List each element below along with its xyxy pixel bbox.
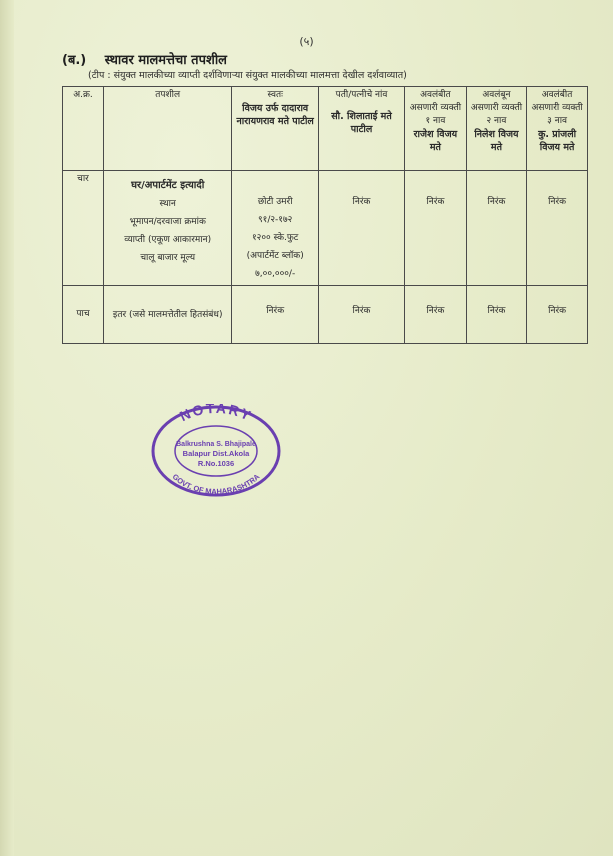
notary-stamp-seal bbox=[150, 404, 282, 498]
self-survey-no: ९१/२-१७२ bbox=[257, 215, 293, 225]
header-dependent-3-name: कु. प्रांजली विजय मते bbox=[538, 129, 577, 153]
self-market-value: ७,००,०००/- bbox=[255, 269, 296, 279]
cell-text: निरंक bbox=[426, 306, 445, 316]
table-header-row bbox=[63, 87, 588, 171]
section-heading bbox=[62, 50, 227, 68]
header-spouse-name: सौ. शिलाताई मते पाटील bbox=[331, 111, 392, 135]
cell-text: इतर (जसे मालमत्तेतील हितसंबंध) bbox=[112, 310, 223, 320]
page-number: (५) bbox=[299, 35, 314, 48]
detail-line-market-value: चालू बाजार मूल्य bbox=[140, 253, 196, 263]
row-dependent-2-value bbox=[466, 171, 526, 286]
cell-text: निरंक bbox=[548, 197, 567, 207]
cell-text: निरंक bbox=[426, 197, 445, 207]
stamp-line-1: Balkrushna S. Bhajipale bbox=[176, 441, 256, 448]
row-dependent-1-value bbox=[405, 286, 467, 344]
section-title: स्थावर मालमत्तेचा तपशील bbox=[104, 53, 227, 68]
cell-text: निरंक bbox=[548, 306, 567, 316]
self-type: (अपार्टमेंट ब्लॉक) bbox=[246, 251, 304, 261]
row-detail bbox=[103, 286, 231, 344]
self-location: छोटी उमरी bbox=[257, 197, 293, 207]
stamp-line-2: Balapur Dist.Akola bbox=[182, 449, 250, 458]
stamp-top-text: NOTARY bbox=[177, 404, 255, 425]
header-spouse bbox=[318, 87, 404, 171]
detail-line-location: स्थान bbox=[159, 199, 176, 209]
header-self-label: स्वतः bbox=[267, 90, 283, 100]
section-prefix: (ब.) bbox=[62, 53, 87, 68]
row-self-value bbox=[232, 171, 318, 286]
row-detail bbox=[103, 171, 231, 286]
row-serial-no: चार bbox=[63, 171, 104, 286]
table-row bbox=[63, 171, 588, 286]
stamp-line-3: R.No.1036 bbox=[197, 459, 235, 468]
stamp-bottom-text: GOVT. OF MAHARASHTRA bbox=[170, 472, 262, 497]
row-detail-title: घर/अपार्टमेंट इत्यादी bbox=[131, 180, 205, 191]
header-dependent-2 bbox=[466, 87, 526, 171]
header-detail: तपशील bbox=[103, 87, 231, 171]
detail-line-survey-no: भूमापन/दरवाजा क्रमांक bbox=[129, 217, 206, 227]
header-self bbox=[232, 87, 318, 171]
header-dependent-2-name: निलेश विजय मते bbox=[474, 129, 519, 153]
notary-stamp bbox=[150, 404, 282, 498]
header-serial-no: अ.क्र. bbox=[63, 87, 104, 171]
binding-edge bbox=[0, 0, 14, 856]
cell-text: निरंक bbox=[266, 306, 285, 316]
header-dependent-1-label: अवलंबीत असणारी व्यक्ती १ नाव bbox=[409, 90, 462, 126]
header-self-name: विजय उर्फ दादाराव नारायणराव मते पाटील bbox=[236, 103, 314, 127]
header-spouse-label: पती/पत्नीचे नांव bbox=[335, 90, 388, 100]
detail-line-area: व्याप्ती (एकूण आकारमान) bbox=[124, 235, 212, 245]
row-dependent-3-value bbox=[527, 286, 588, 344]
header-dependent-3 bbox=[527, 87, 588, 171]
header-dependent-1-name: राजेश विजय मते bbox=[413, 129, 458, 153]
header-dependent-3-label: अवलंबीत असणारी व्यक्ती ३ नाव bbox=[531, 90, 583, 126]
row-serial-no bbox=[63, 286, 104, 344]
cell-text: पाच bbox=[76, 309, 90, 319]
row-spouse-value bbox=[318, 286, 404, 344]
cell-text: निरंक bbox=[487, 306, 506, 316]
immovable-assets-table bbox=[62, 86, 588, 344]
section-note: (टीप : संयुक्त मालकीच्या व्याप्ती दर्शविणाऱ्या संयुक्त मालकीच्या मालमत्ता देखील दर्शवाव्यात) bbox=[88, 70, 407, 81]
row-dependent-3-value bbox=[527, 171, 588, 286]
table-row bbox=[63, 286, 588, 344]
cell-text: निरंक bbox=[487, 197, 506, 207]
row-dependent-1-value bbox=[405, 171, 467, 286]
row-spouse-value bbox=[318, 171, 404, 286]
header-dependent-2-label: अवलंबून असणारी व्यक्ती २ नाव bbox=[470, 90, 523, 126]
row-dependent-2-value bbox=[466, 286, 526, 344]
cell-text: निरंक bbox=[352, 197, 371, 207]
row-self-value bbox=[232, 286, 318, 344]
self-area: १२०० स्के.फुट bbox=[252, 233, 299, 243]
cell-text: निरंक bbox=[352, 306, 371, 316]
header-dependent-1 bbox=[405, 87, 467, 171]
